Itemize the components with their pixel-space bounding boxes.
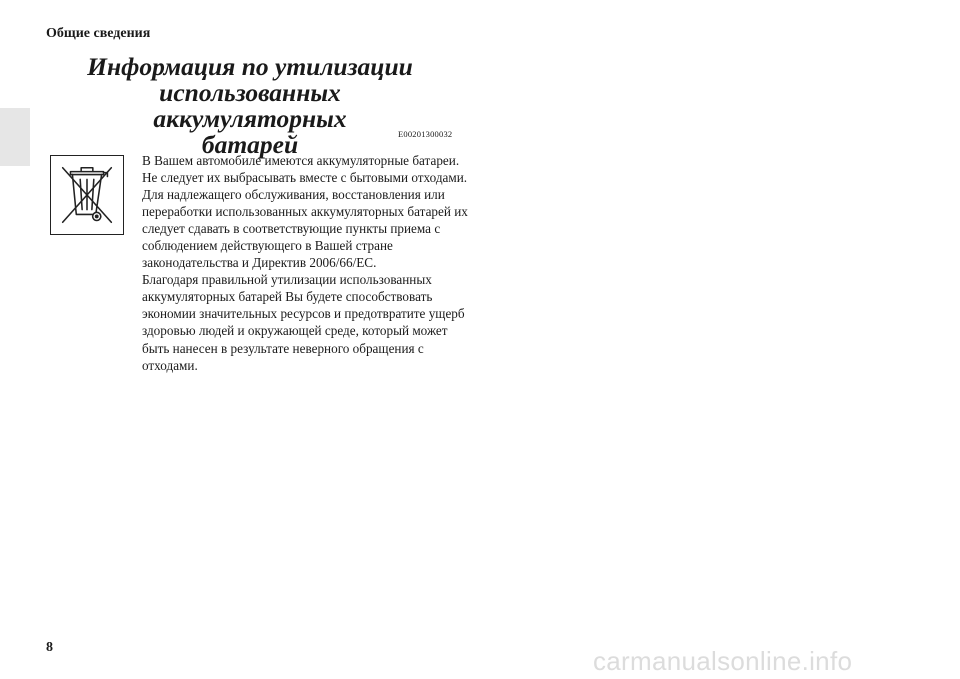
section-header: Общие сведения	[46, 26, 151, 41]
paragraph-3: Для надлежащего обслуживания, восстановления или переработки использованных аккумуляторных батарей их следует сдавать в соответствующие пункты приема с соблюдением действующего в Вашей стране законодательства и Директив 2006/66/EC.	[142, 187, 468, 271]
side-tab	[0, 108, 30, 166]
paragraph-1: В Вашем автомобиле имеются аккумуляторные батареи.	[142, 153, 460, 168]
body-text	[142, 152, 472, 374]
document-code: E00201300032	[398, 129, 453, 139]
page-number: 8	[46, 640, 53, 655]
title-line-3: батарей	[201, 130, 299, 159]
title-line-2: использованных аккумуляторных	[153, 78, 347, 133]
icon-frame	[50, 155, 124, 235]
paragraph-4: Благодаря правильной утилизации использованных аккумуляторных батарей Вы будете способствовать экономии значительных ресурсов и предотвратите ущерб здоровью людей и окружающей среде, который может быть нанесен в результате неверного обращения с отходами.	[142, 272, 465, 373]
page-title	[60, 54, 440, 158]
watermark: carmanualsonline.info	[593, 646, 853, 676]
title-line-1: Информация по утилизации	[87, 52, 413, 81]
crossed-out-wheeled-bin-icon	[51, 156, 123, 234]
paragraph-2: Не следует их выбрасывать вместе с бытовыми отходами.	[142, 170, 468, 186]
